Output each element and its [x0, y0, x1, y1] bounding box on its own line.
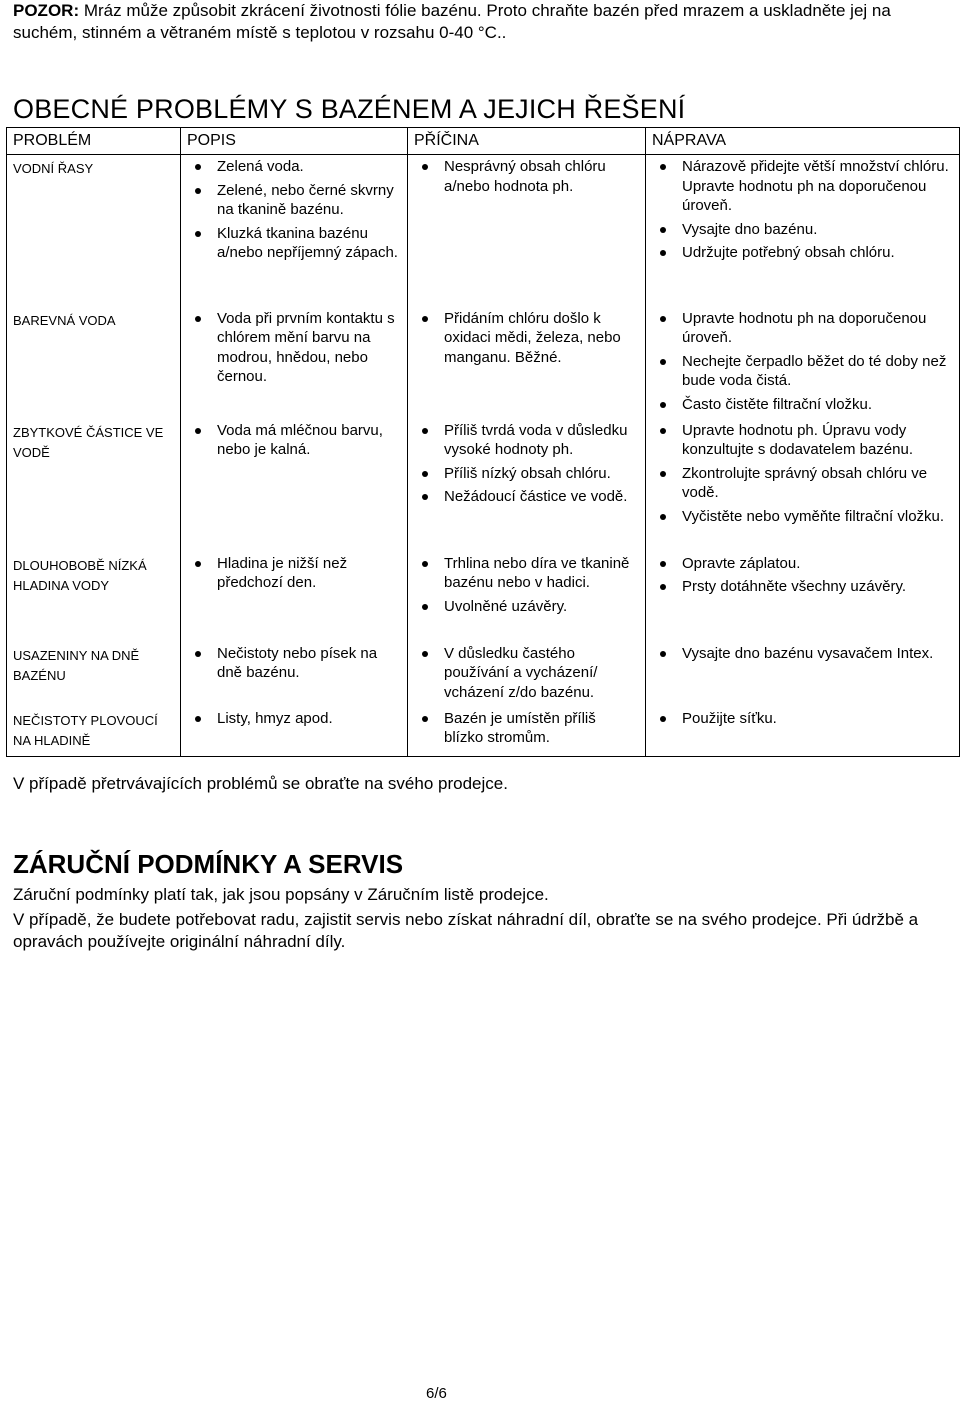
description-list [181, 155, 407, 263]
cause-list [408, 552, 645, 617]
cause-list [408, 707, 645, 748]
table-row [7, 307, 960, 419]
list-item: Opravte záplatou. [646, 554, 959, 574]
description-cell [181, 155, 408, 307]
warning-label: POZOR: [13, 1, 80, 20]
list-item: Zelená voda. [181, 157, 407, 177]
problem-cell [7, 155, 181, 307]
description-cell [181, 307, 408, 419]
problem-label: ZBYTKOVÉ ČÁSTICE VE VODĚ [13, 424, 164, 460]
problem-label: NEČISTOTY PLOVOUCÍ NA HLADINĚ [13, 712, 158, 748]
remedy-cell [646, 419, 960, 552]
troubleshooting-title: OBECNÉ PROBLÉMY S BAZÉNEM A JEJICH ŘEŠENÍ [13, 94, 686, 124]
list-item: Upravte hodnotu ph. Úpravu vody konzultujte s dodavatelem bazénu. [646, 421, 959, 460]
list-item: Často čistěte filtrační vložku. [646, 395, 959, 415]
remedy-cell [646, 642, 960, 707]
problem-cell [7, 552, 181, 642]
header-problem: PROBLÉM [7, 128, 181, 155]
description-cell [181, 552, 408, 642]
description-list [181, 419, 407, 460]
list-item: V důsledku častého používání a vycházení/ vcházení z/do bazénu. [408, 644, 645, 703]
cause-list [408, 155, 645, 196]
description-cell [181, 419, 408, 552]
problem-cell [7, 419, 181, 552]
header-cause: PŘÍČINA [408, 128, 646, 155]
list-item: Vysajte dno bazénu. [646, 220, 959, 240]
remedy-cell [646, 307, 960, 419]
list-item: Použijte síťku. [646, 709, 959, 729]
description-list [181, 707, 407, 729]
list-item: Přidáním chlóru došlo k oxidaci mědi, železa, nebo manganu. Běžné. [408, 309, 645, 368]
list-item: Nechejte čerpadlo běžet do té doby než bude voda čistá. [646, 352, 959, 391]
description-list [181, 642, 407, 683]
table-row [7, 552, 960, 642]
description-list [181, 307, 407, 387]
cause-cell [408, 642, 646, 707]
list-item: Nesprávný obsah chlóru a/nebo hodnota ph. [408, 157, 645, 196]
list-item: Voda při prvním kontaktu s chlórem mění barvu na modrou, hnědou, nebo černou. [181, 309, 407, 387]
description-cell [181, 642, 408, 707]
troubleshooting-table [6, 127, 960, 757]
list-item: Zelené, nebo černé skvrny na tkanině bazénu. [181, 181, 407, 220]
cause-cell [408, 307, 646, 419]
header-remedy: NÁPRAVA [646, 128, 960, 155]
table-row [7, 155, 960, 307]
problem-label: BAREVNÁ VODA [13, 312, 116, 328]
list-item: Příliš nízký obsah chlóru. [408, 464, 645, 484]
problem-cell [7, 707, 181, 757]
list-item: Nárazově přidejte větší množství chlóru. Upravte hodnotu ph na doporučenou úroveň. [646, 157, 959, 216]
table-header-row [7, 128, 960, 155]
warning-text: Mráz může způsobit zkrácení životnosti fólie bazénu. Proto chraňte bazén před mrazem a uskladněte jej na suchém, stinném a větraném místě s teplotou v rozsahu 0-40 °C.. [13, 1, 891, 42]
remedy-list [646, 155, 959, 263]
remedy-list [646, 419, 959, 527]
warranty-paragraph-2: V případě, že budete potřebovat radu, zajistit servis nebo získat náhradní díl, obraťte se na svého prodejce. Při údržbě a opravách používejte originální náhradní díly. [13, 910, 919, 951]
cause-list [408, 307, 645, 368]
table-row [7, 707, 960, 757]
warranty-paragraph-1: Záruční podmínky platí tak, jak jsou popsány v Záručním listě prodejce. [13, 885, 549, 904]
list-item: Vyčistěte nebo vyměňte filtrační vložku. [646, 507, 959, 527]
list-item: Voda má mléčnou barvu, nebo je kalná. [181, 421, 407, 460]
list-item: Bazén je umístěn příliš blízko stromům. [408, 709, 645, 748]
description-cell [181, 707, 408, 757]
frost-warning [13, 0, 948, 44]
remedy-list [646, 307, 959, 415]
list-item: Prsty dotáhněte všechny uzávěry. [646, 577, 959, 597]
problem-label: USAZENINY NA DNĚ BAZÉNU [13, 647, 140, 683]
table-row [7, 419, 960, 552]
remedy-list [646, 707, 959, 729]
remedy-cell [646, 155, 960, 307]
table-row [7, 642, 960, 707]
cause-cell [408, 552, 646, 642]
list-item: Listy, hmyz apod. [181, 709, 407, 729]
cause-list [408, 419, 645, 507]
cause-cell [408, 419, 646, 552]
list-item: Nečistoty nebo písek na dně bazénu. [181, 644, 407, 683]
remedy-list [646, 642, 959, 664]
table-body [7, 155, 960, 757]
problem-label: VODNÍ ŘASY [13, 161, 94, 176]
page-number: 6/6 [426, 1385, 447, 1402]
list-item: Hladina je nižší než předchozí den. [181, 554, 407, 593]
dealer-note: V případě přetrvávajících problémů se obraťte na svého prodejce. [13, 774, 508, 793]
list-item: Vysajte dno bazénu vysavačem Intex. [646, 644, 959, 664]
problem-label: DLOUHOBOBĚ NÍZKÁ HLADINA VODY [13, 557, 147, 593]
warranty-title: ZÁRUČNÍ PODMÍNKY A SERVIS [13, 849, 404, 879]
list-item: Udržujte potřebný obsah chlóru. [646, 243, 959, 263]
problem-cell [7, 642, 181, 707]
cause-list [408, 642, 645, 703]
list-item: Příliš tvrdá voda v důsledku vysoké hodnoty ph. [408, 421, 645, 460]
list-item: Nežádoucí částice ve vodě. [408, 487, 645, 507]
remedy-list [646, 552, 959, 597]
list-item: Kluzká tkanina bazénu a/nebo nepříjemný zápach. [181, 224, 407, 263]
remedy-cell [646, 707, 960, 757]
remedy-cell [646, 552, 960, 642]
description-list [181, 552, 407, 593]
list-item: Trhlina nebo díra ve tkanině bazénu nebo v hadici. [408, 554, 645, 593]
list-item: Upravte hodnotu ph na doporučenou úroveň. [646, 309, 959, 348]
cause-cell [408, 707, 646, 757]
cause-cell [408, 155, 646, 307]
problem-cell [7, 307, 181, 419]
header-description: POPIS [181, 128, 408, 155]
list-item: Uvolněné uzávěry. [408, 597, 645, 617]
list-item: Zkontrolujte správný obsah chlóru ve vodě. [646, 464, 959, 503]
